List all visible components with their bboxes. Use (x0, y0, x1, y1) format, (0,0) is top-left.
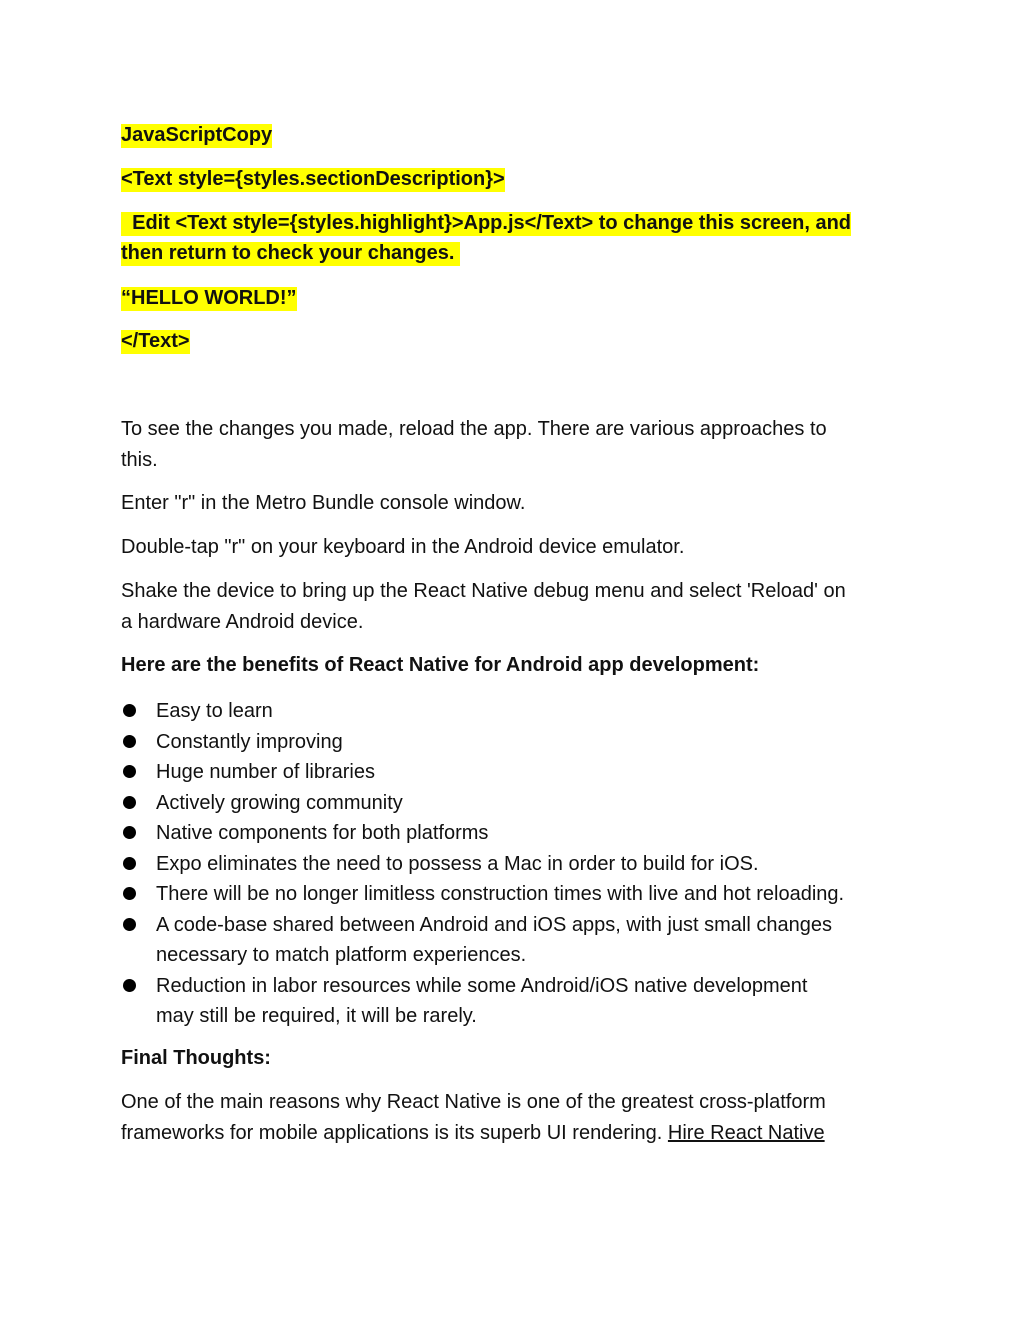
list-item: Reduction in labor resources while some Android/iOS native development may still be required, it will be rarely. (121, 971, 921, 1032)
bullet-icon (123, 887, 136, 900)
list-item: Easy to learn (121, 696, 921, 727)
hire-react-native-link[interactable]: Hire React Native (667, 1121, 825, 1144)
code-line-language: JavaScriptCopy (121, 124, 273, 146)
bullet-icon (123, 826, 136, 839)
list-item: Expo eliminates the need to possess a Mac in order to build for iOS. (121, 849, 921, 880)
list-item: Native components for both platforms (121, 818, 921, 849)
final-thoughts-heading: Final Thoughts: (121, 1047, 271, 1069)
bullet-icon (123, 979, 136, 992)
list-item: A code-base shared between Android and iOS apps, with just small changes necessary to match platform experiences. (121, 910, 921, 971)
code-line-edit: Edit <Text style={styles.highlight}>App.js</Text> to change this screen, and (121, 212, 852, 234)
code-line-return: then return to check your changes. (121, 242, 460, 264)
bullet-icon (123, 704, 136, 717)
benefits-list (121, 696, 921, 1032)
benefits-heading: Here are the benefits of React Native for Android app development: (121, 654, 760, 676)
list-item: Huge number of libraries (121, 757, 921, 788)
code-line-hello-world: “HELLO WORLD!” (121, 287, 297, 309)
reload-step-1: Enter "r" in the Metro Bundle console window. (121, 492, 526, 514)
reload-step-3: Shake the device to bring up the React Native debug menu and select 'Reload' on a hardware Android device. (121, 580, 846, 633)
bullet-icon (123, 918, 136, 931)
bullet-icon (123, 796, 136, 809)
reload-step-2: Double-tap "r" on your keyboard in the Android device emulator. (121, 536, 685, 558)
code-line-close-tag: </Text> (121, 330, 190, 352)
bullet-icon (123, 765, 136, 778)
bullet-icon (123, 735, 136, 748)
list-item: Constantly improving (121, 727, 921, 758)
code-line-open-tag: <Text style={styles.sectionDescription}> (121, 168, 505, 190)
bullet-icon (123, 857, 136, 870)
intro-paragraph: To see the changes you made, reload the app. There are various approaches to this. (121, 418, 827, 471)
list-item: There will be no longer limitless construction times with live and hot reloading. (121, 879, 921, 910)
final-thoughts-paragraph: One of the main reasons why React Native is one of the greatest cross-platform frameworks for mobile applications is its superb UI rendering. Hire React Native (121, 1091, 826, 1144)
list-item: Actively growing community (121, 788, 921, 819)
